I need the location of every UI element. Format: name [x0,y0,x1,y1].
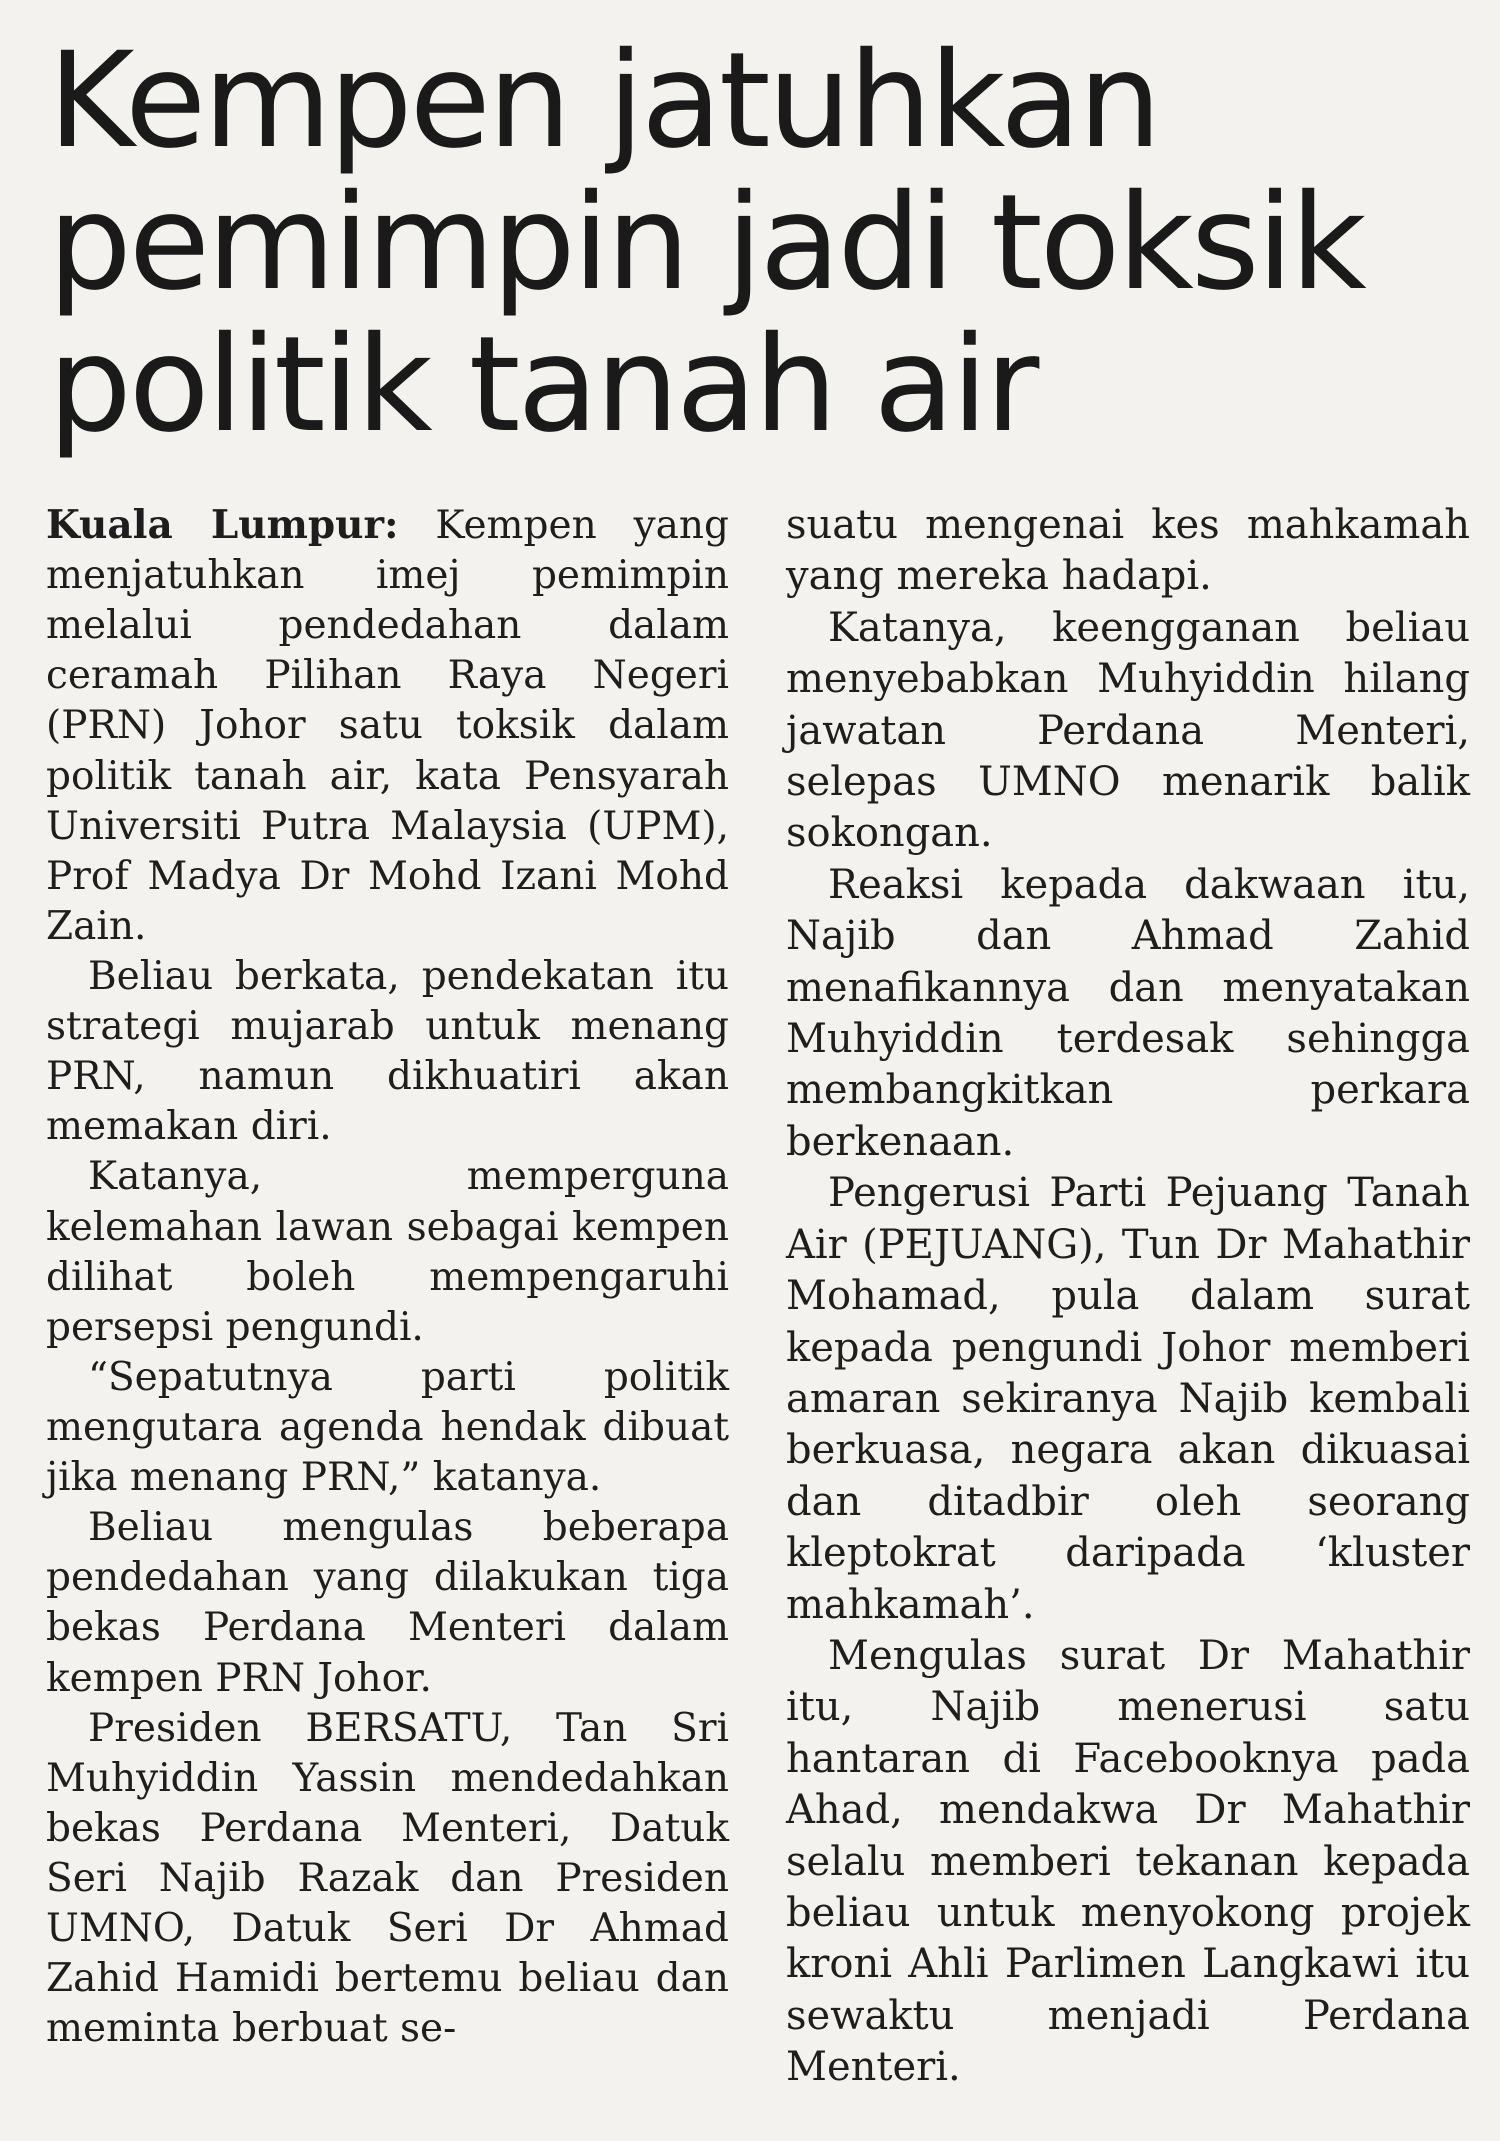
paragraph-continued: suatu mengenai kes mahkamah yang mereka hadapi. [786,502,1470,600]
paragraph-text: Kempen yang menjatuhkan imej pemimpin melalui pendedahan dalam ceramah Pilihan Raya Negeri (PRN) Johor satu toksik dalam politik tanah air, kata Pensyarah Universiti Putra Malaysia (UPM), Prof Madya Dr Mohd Izani Mohd Zain. [46,503,729,949]
headline-line-2: pemimpin jadi toksik [48,166,1364,320]
headline [48,24,1468,462]
article-column-right [786,500,1470,2094]
paragraph: Presiden BERSATU, Tan Sri Muhyiddin Yassin mendedahkan bekas Perdana Menteri, Datuk Seri Najib Razak dan Presiden UMNO, Datuk Seri Dr Ahmad Zahid Hamidi bertemu beliau dan meminta berbuat se- [46,1705,729,2052]
paragraph: Reaksi kepada dakwaan itu, Najib dan Ahmad Zahid menafikannya dan menyatakan Muhyiddin terdesak sehingga membangkitkan perkara berkenaan. [786,861,1470,1165]
paragraph: Katanya, keengganan beliau menyebabkan Muhyiddin hilang jawatan Perdana Menteri, selepas UMNO menarik balik sokongan. [786,604,1470,857]
paragraph: Beliau berkata, pendekatan itu strategi mujarab untuk menang PRN, namun dikhuatiri akan memakan diri. [46,953,729,1150]
lead-paragraph [46,500,729,952]
paragraph: Beliau mengulas beberapa pendedahan yang dilakukan tiga bekas Perdana Menteri dalam kempen PRN Johor. [46,1505,729,1701]
headline-line-1: Kempen jatuhkan [48,24,1159,178]
article-column-left [46,500,729,2054]
paragraph: “Sepatutnya parti politik mengutara agenda hendak dibuat jika menang PRN,” katanya. [46,1354,729,1501]
dateline: Kuala Lumpur: [46,502,399,548]
headline-line-3: politik tanah air [48,308,1037,462]
paragraph: Katanya, memperguna kelemahan lawan sebagai kempen dilihat boleh mempengaruhi persepsi pengundi. [46,1154,729,1350]
paragraph: Pengerusi Parti Pejuang Tanah Air (PEJUANG), Tun Dr Mahathir Mohamad, pula dalam surat kepada pengundi Johor memberi amaran sekiranya Najib kembali berkuasa, negara akan dikuasai dan ditadbir oleh seorang kleptokrat daripada ‘kluster mahkamah’. [786,1170,1470,1628]
paragraph: Mengulas surat Dr Mahathir itu, Najib menerusi satu hantaran di Facebooknya pada Ahad, mendakwa Dr Mahathir selalu memberi tekanan kepada beliau untuk menyokong projek kroni Ahli Parlimen Langkawi itu sewaktu menjadi Perdana Menteri. [786,1632,1470,2091]
